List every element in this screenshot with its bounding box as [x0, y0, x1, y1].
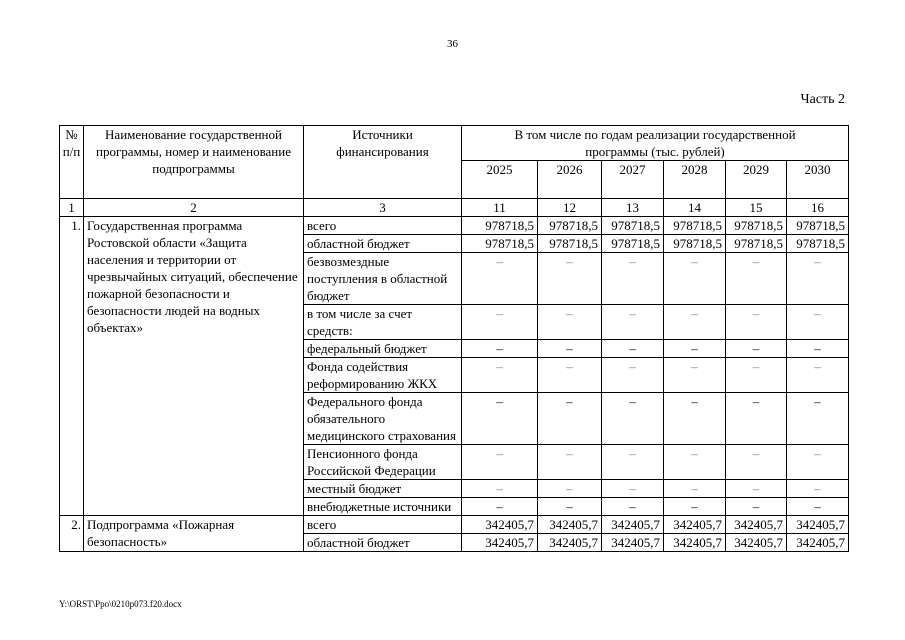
- index-cell: 3: [304, 199, 462, 217]
- value-cell: –: [726, 498, 787, 516]
- value-cell: –: [787, 305, 849, 340]
- value-cell: 342405,7: [787, 516, 849, 534]
- value-cell: –: [664, 480, 726, 498]
- index-cell: 12: [538, 199, 602, 217]
- program-num: 1.: [60, 217, 84, 516]
- value-cell: –: [538, 305, 602, 340]
- index-cell: 16: [787, 199, 849, 217]
- value-cell: –: [462, 253, 538, 305]
- value-cell: 978718,5: [664, 217, 726, 235]
- value-cell: –: [664, 393, 726, 445]
- value-cell: –: [726, 305, 787, 340]
- value-cell: 978718,5: [538, 217, 602, 235]
- value-cell: –: [787, 480, 849, 498]
- index-cell: 1: [60, 199, 84, 217]
- table-body: [60, 126, 849, 552]
- value-cell: 342405,7: [726, 516, 787, 534]
- value-cell: –: [462, 358, 538, 393]
- value-cell: –: [787, 253, 849, 305]
- source-cell: федеральный бюджет: [304, 340, 462, 358]
- source-cell: Федерального фонда обязательного медицинского страхования: [304, 393, 462, 445]
- value-cell: –: [462, 305, 538, 340]
- value-cell: –: [664, 305, 726, 340]
- value-cell: –: [602, 445, 664, 480]
- source-cell: Фонда содействия реформированию ЖКХ: [304, 358, 462, 393]
- value-cell: 978718,5: [602, 235, 664, 253]
- index-cell: 13: [602, 199, 664, 217]
- footer-file-path: Y:\ORST\Ppo\0210p073.f20.docx: [59, 599, 182, 609]
- source-cell: местный бюджет: [304, 480, 462, 498]
- part-label: Часть 2: [800, 92, 845, 107]
- source-cell: Пенсионного фонда Российской Федерации: [304, 445, 462, 480]
- program-name: Государственная программа Ростовской области «Защита населения и территории от чрезвычайных ситуаций, обеспечение пожарной безопасности и безопасности людей на водных объектах»: [84, 217, 304, 516]
- value-cell: –: [538, 253, 602, 305]
- value-cell: –: [538, 340, 602, 358]
- value-cell: –: [538, 498, 602, 516]
- value-cell: 978718,5: [538, 235, 602, 253]
- value-cell: –: [538, 393, 602, 445]
- header-year: 2026: [538, 161, 602, 199]
- value-cell: –: [726, 480, 787, 498]
- value-cell: 342405,7: [462, 534, 538, 552]
- value-cell: 342405,7: [664, 534, 726, 552]
- value-cell: 978718,5: [787, 235, 849, 253]
- value-cell: –: [787, 498, 849, 516]
- value-cell: –: [462, 393, 538, 445]
- header-years-group: В том числе по годам реализации государственной программы (тыс. рублей): [462, 126, 849, 161]
- value-cell: –: [664, 445, 726, 480]
- budget-table: [59, 125, 849, 552]
- index-cell: 15: [726, 199, 787, 217]
- program-name: Подпрограмма «Пожарная безопасность»: [84, 516, 304, 552]
- value-cell: –: [664, 358, 726, 393]
- value-cell: –: [787, 393, 849, 445]
- header-row: [60, 126, 849, 161]
- value-cell: –: [726, 358, 787, 393]
- value-cell: –: [602, 393, 664, 445]
- program-num: 2.: [60, 516, 84, 552]
- header-name: Наименование государственной программы, номер и наименование подпрограммы: [84, 126, 304, 199]
- source-cell: областной бюджет: [304, 534, 462, 552]
- header-year: 2028: [664, 161, 726, 199]
- source-cell: областной бюджет: [304, 235, 462, 253]
- header-year: 2027: [602, 161, 664, 199]
- value-cell: 978718,5: [602, 217, 664, 235]
- value-cell: 342405,7: [538, 516, 602, 534]
- table-row: [60, 516, 849, 534]
- value-cell: –: [664, 498, 726, 516]
- header-year: 2025: [462, 161, 538, 199]
- value-cell: –: [602, 358, 664, 393]
- value-cell: 342405,7: [538, 534, 602, 552]
- value-cell: –: [787, 358, 849, 393]
- value-cell: 342405,7: [664, 516, 726, 534]
- source-cell: безвозмездные поступления в областной бюджет: [304, 253, 462, 305]
- value-cell: –: [787, 340, 849, 358]
- value-cell: –: [726, 393, 787, 445]
- value-cell: 342405,7: [726, 534, 787, 552]
- value-cell: 978718,5: [664, 235, 726, 253]
- value-cell: –: [538, 480, 602, 498]
- value-cell: –: [602, 498, 664, 516]
- value-cell: –: [726, 340, 787, 358]
- value-cell: 978718,5: [462, 235, 538, 253]
- value-cell: 342405,7: [602, 534, 664, 552]
- header-source: Источники финансирования: [304, 126, 462, 199]
- value-cell: –: [664, 340, 726, 358]
- value-cell: –: [462, 445, 538, 480]
- value-cell: 978718,5: [462, 217, 538, 235]
- index-row: [60, 199, 849, 217]
- index-cell: 14: [664, 199, 726, 217]
- value-cell: –: [602, 305, 664, 340]
- value-cell: –: [664, 253, 726, 305]
- value-cell: –: [462, 480, 538, 498]
- value-cell: –: [538, 445, 602, 480]
- value-cell: 342405,7: [462, 516, 538, 534]
- source-cell: в том числе за счет средств:: [304, 305, 462, 340]
- value-cell: –: [538, 358, 602, 393]
- index-cell: 2: [84, 199, 304, 217]
- value-cell: 978718,5: [726, 217, 787, 235]
- value-cell: –: [726, 445, 787, 480]
- value-cell: 342405,7: [602, 516, 664, 534]
- source-cell: всего: [304, 516, 462, 534]
- value-cell: –: [602, 340, 664, 358]
- value-cell: –: [787, 445, 849, 480]
- value-cell: 978718,5: [787, 217, 849, 235]
- value-cell: –: [602, 253, 664, 305]
- page-number: 36: [447, 38, 458, 50]
- value-cell: –: [462, 340, 538, 358]
- header-year: 2030: [787, 161, 849, 199]
- source-cell: внебюджетные источники: [304, 498, 462, 516]
- header-num: № п/п: [60, 126, 84, 199]
- source-cell: всего: [304, 217, 462, 235]
- table-row: [60, 217, 849, 235]
- header-year: 2029: [726, 161, 787, 199]
- value-cell: –: [462, 498, 538, 516]
- index-cell: 11: [462, 199, 538, 217]
- value-cell: –: [726, 253, 787, 305]
- value-cell: –: [602, 480, 664, 498]
- value-cell: 342405,7: [787, 534, 849, 552]
- value-cell: 978718,5: [726, 235, 787, 253]
